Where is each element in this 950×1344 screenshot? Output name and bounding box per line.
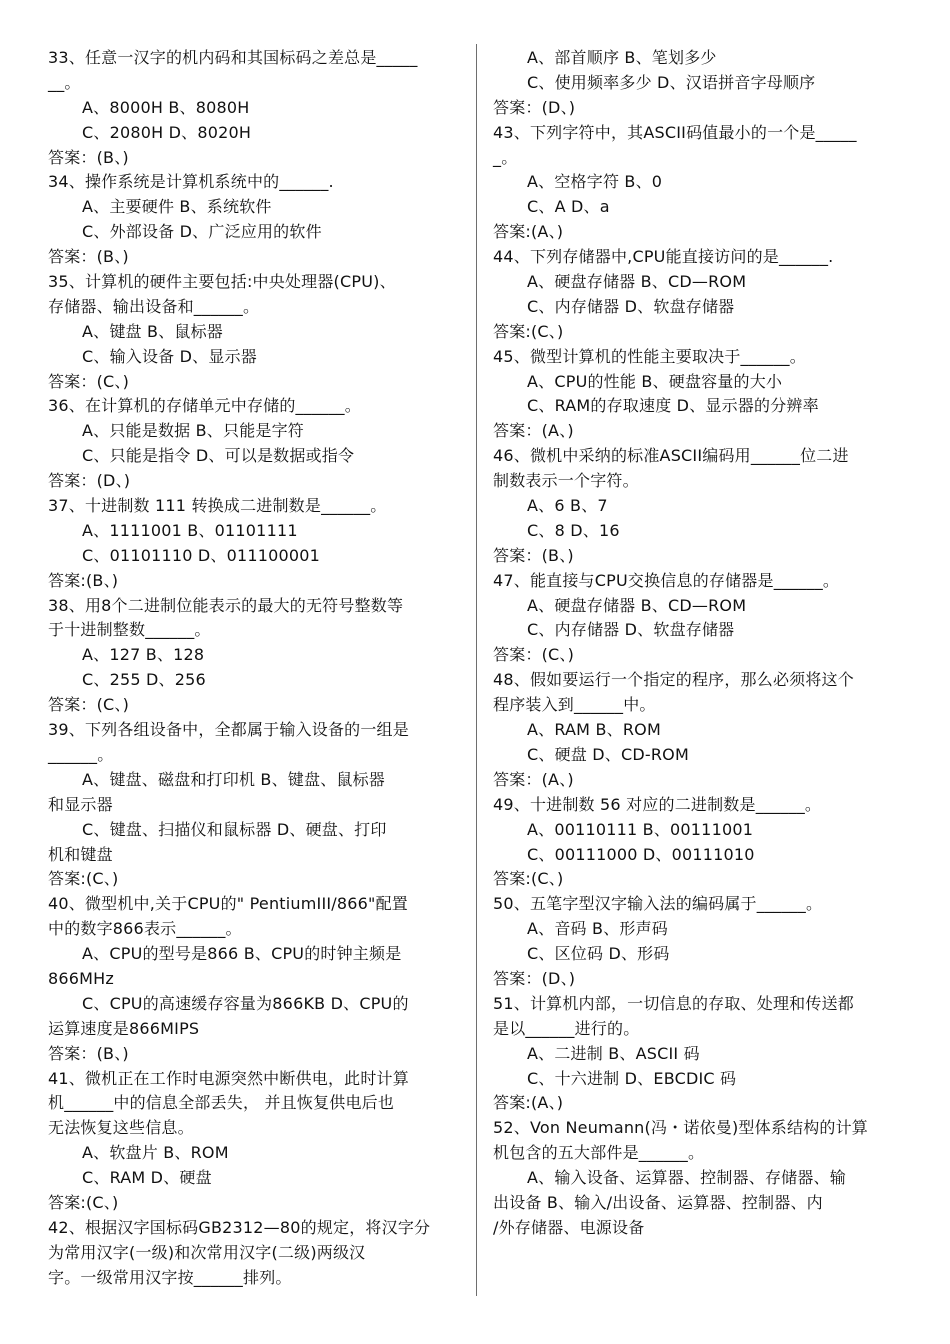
text-line: 答案：(D、) — [493, 97, 576, 117]
column-divider — [476, 44, 477, 1296]
text-line: A、输入设备、运算器、控制器、存储器、输 — [527, 1168, 846, 1188]
text-line: C、只能是指令 D、可以是数据或指令 — [82, 446, 355, 466]
text-line: 44、下列存储器中,CPU能直接访问的是______. — [493, 247, 834, 267]
text-line: 答案：(B、) — [493, 545, 574, 565]
text-line: _。 — [493, 147, 518, 167]
text-line: 中的数字866表示______。 — [48, 919, 242, 939]
text-line: C、十六进制 D、EBCDIC 码 — [527, 1068, 737, 1088]
text-line: A、二进制 B、ASCII 码 — [527, 1043, 700, 1063]
text-line: 答案：(C、) — [493, 645, 575, 665]
text-line: A、1111001 B、01101111 — [82, 520, 298, 540]
text-line: 程序装入到______中。 — [493, 695, 656, 715]
text-line: C、内存储器 D、软盘存储器 — [527, 620, 735, 640]
text-line: 于十进制整数______。 — [48, 620, 211, 640]
text-line: C、255 D、256 — [82, 670, 206, 690]
text-line: C、硬盘 D、CD-ROM — [527, 744, 689, 764]
text-line: A、只能是数据 B、只能是字符 — [82, 421, 305, 441]
left-column — [48, 46, 464, 1291]
text-line: 答案：(B、) — [48, 247, 129, 267]
text-line: 35、计算机的硬件主要包括:中央处理器(CPU)、 — [48, 272, 396, 292]
text-line: 答案:(C、) — [493, 321, 564, 341]
text-line: 无法恢复这些信息。 — [48, 1118, 194, 1138]
text-line: 51、计算机内部，一切信息的存取、处理和传送都 — [493, 993, 854, 1013]
text-line: 39、下列各组设备中，全都属于输入设备的一组是 — [48, 720, 409, 740]
right-column — [493, 46, 909, 1241]
text-line: C、A D、a — [527, 197, 610, 217]
text-line: 47、能直接与CPU交换信息的存储器是______。 — [493, 570, 840, 590]
text-line: C、使用频率多少 D、汉语拼音字母顺序 — [527, 72, 816, 92]
text-line: A、音码 B、形声码 — [527, 919, 669, 939]
text-line: 机包含的五大部件是______。 — [493, 1143, 705, 1163]
text-line: 存储器、输出设备和______。 — [48, 296, 260, 316]
text-line: A、键盘 B、鼠标器 — [82, 321, 224, 341]
text-line: C、区位码 D、形码 — [527, 944, 670, 964]
text-line: 36、在计算机的存储单元中存储的______。 — [48, 396, 361, 416]
text-line: 为常用汉字(一级)和次常用汉字(二级)两级汉 — [48, 1242, 366, 1262]
text-line: 40、微型机中,关于CPU的" PentiumIII/866"配置 — [48, 894, 408, 914]
text-line: 46、微机中采纳的标准ASCII编码用______位二进 — [493, 446, 849, 466]
text-line: 答案:(C、) — [493, 869, 564, 889]
text-line: ______。 — [48, 744, 114, 764]
text-line: 50、五笔字型汉字输入法的编码属于______。 — [493, 894, 823, 914]
text-line: 41、微机正在工作时电源突然中断供电，此时计算 — [48, 1068, 409, 1088]
text-line: 答案:(C、) — [48, 869, 119, 889]
text-line: 52、Von Neumann(冯・诺依曼)型体系结构的计算 — [493, 1118, 868, 1138]
text-line: 42、根据汉字国标码GB2312—80的规定，将汉字分 — [48, 1217, 431, 1237]
text-line: A、主要硬件 B、系统软件 — [82, 197, 272, 217]
text-line: 答案：(D、) — [493, 968, 576, 988]
text-line: 48、假如要运行一个指定的程序，那么必须将这个 — [493, 670, 854, 690]
text-line: A、部首顺序 B、笔划多少 — [527, 48, 717, 67]
text-line: /外存储器、电源设备 — [493, 1217, 645, 1237]
text-line: 机和键盘 — [48, 844, 113, 864]
text-line: A、键盘、磁盘和打印机 B、键盘、鼠标器 — [82, 769, 386, 789]
text-line: C、键盘、扫描仪和鼠标器 D、硬盘、打印 — [82, 819, 387, 839]
text-line: 答案：(C、) — [48, 371, 130, 391]
text-line: A、软盘片 B、ROM — [82, 1143, 229, 1163]
text-line: 答案：(A、) — [493, 421, 574, 441]
text-line: 答案：(B、) — [48, 147, 129, 167]
text-line: A、硬盘存储器 B、CD—ROM — [527, 272, 747, 292]
text-line: C、00111000 D、00111010 — [527, 844, 755, 864]
text-line: A、CPU的型号是866 B、CPU的时钟主频是 — [82, 944, 402, 964]
text-line: 38、用8个二进制位能表示的最大的无符号整数等 — [48, 595, 404, 615]
text-line: A、CPU的性能 B、硬盘容量的大小 — [527, 371, 783, 391]
text-line: A、RAM B、ROM — [527, 720, 661, 740]
text-line: 45、微型计算机的性能主要取决于______。 — [493, 346, 806, 366]
text-line: 34、操作系统是计算机系统中的______. — [48, 172, 334, 192]
text-line: A、硬盘存储器 B、CD—ROM — [527, 595, 747, 615]
text-line: A、空格字符 B、0 — [527, 172, 663, 192]
text-line: C、RAM的存取速度 D、显示器的分辨率 — [527, 396, 819, 416]
text-line: 答案：(B、) — [48, 1043, 129, 1063]
text-line: 866MHz — [48, 968, 114, 988]
text-line: C、RAM D、硬盘 — [82, 1168, 212, 1188]
text-line: 字。一级常用汉字按______排列。 — [48, 1267, 292, 1287]
text-line: C、内存储器 D、软盘存储器 — [527, 296, 735, 316]
text-line: 答案：(C、) — [48, 695, 130, 715]
text-line: 49、十进制数 56 对应的二进制数是______。 — [493, 794, 822, 814]
text-line: C、2080H D、8020H — [82, 122, 252, 142]
text-line: C、8 D、16 — [527, 520, 620, 540]
text-line: C、01101110 D、011100001 — [82, 545, 321, 565]
text-line: 制数表示一个字符。 — [493, 471, 639, 491]
text-line: 答案：(A、) — [493, 769, 574, 789]
text-line: 答案:(A、) — [493, 1093, 564, 1113]
text-line: 是以______进行的。 — [493, 1018, 640, 1038]
text-line: 出设备 B、输入/出设备、运算器、控制器、内 — [493, 1192, 823, 1212]
text-line: A、8000H B、8080H — [82, 97, 250, 117]
text-line: A、127 B、128 — [82, 645, 205, 665]
text-line: C、外部设备 D、广泛应用的软件 — [82, 222, 322, 242]
text-line: 37、十进制数 111 转换成二进制数是______。 — [48, 496, 387, 516]
text-line: C、输入设备 D、显示器 — [82, 346, 257, 366]
text-line: 和显示器 — [48, 794, 113, 814]
text-line: A、6 B、7 — [527, 496, 608, 516]
text-line: C、CPU的高速缓存容量为866KB D、CPU的 — [82, 993, 409, 1013]
text-line: 答案：(D、) — [48, 471, 131, 491]
text-line: 43、下列字符中，其ASCII码值最小的一个是_____ — [493, 122, 857, 142]
text-line: __。 — [48, 72, 81, 92]
text-line: 运算速度是866MIPS — [48, 1018, 200, 1038]
text-line: 答案:(B、) — [48, 570, 119, 590]
text-line: 答案:(A、) — [493, 222, 564, 242]
text-line: A、00110111 B、00111001 — [527, 819, 754, 839]
text-line: 机______中的信息全部丢失， 并且恢复供电后也 — [48, 1093, 395, 1113]
text-line: 33、任意一汉字的机内码和其国标码之差总是_____ — [48, 48, 418, 67]
text-line: 答案:(C、) — [48, 1192, 119, 1212]
